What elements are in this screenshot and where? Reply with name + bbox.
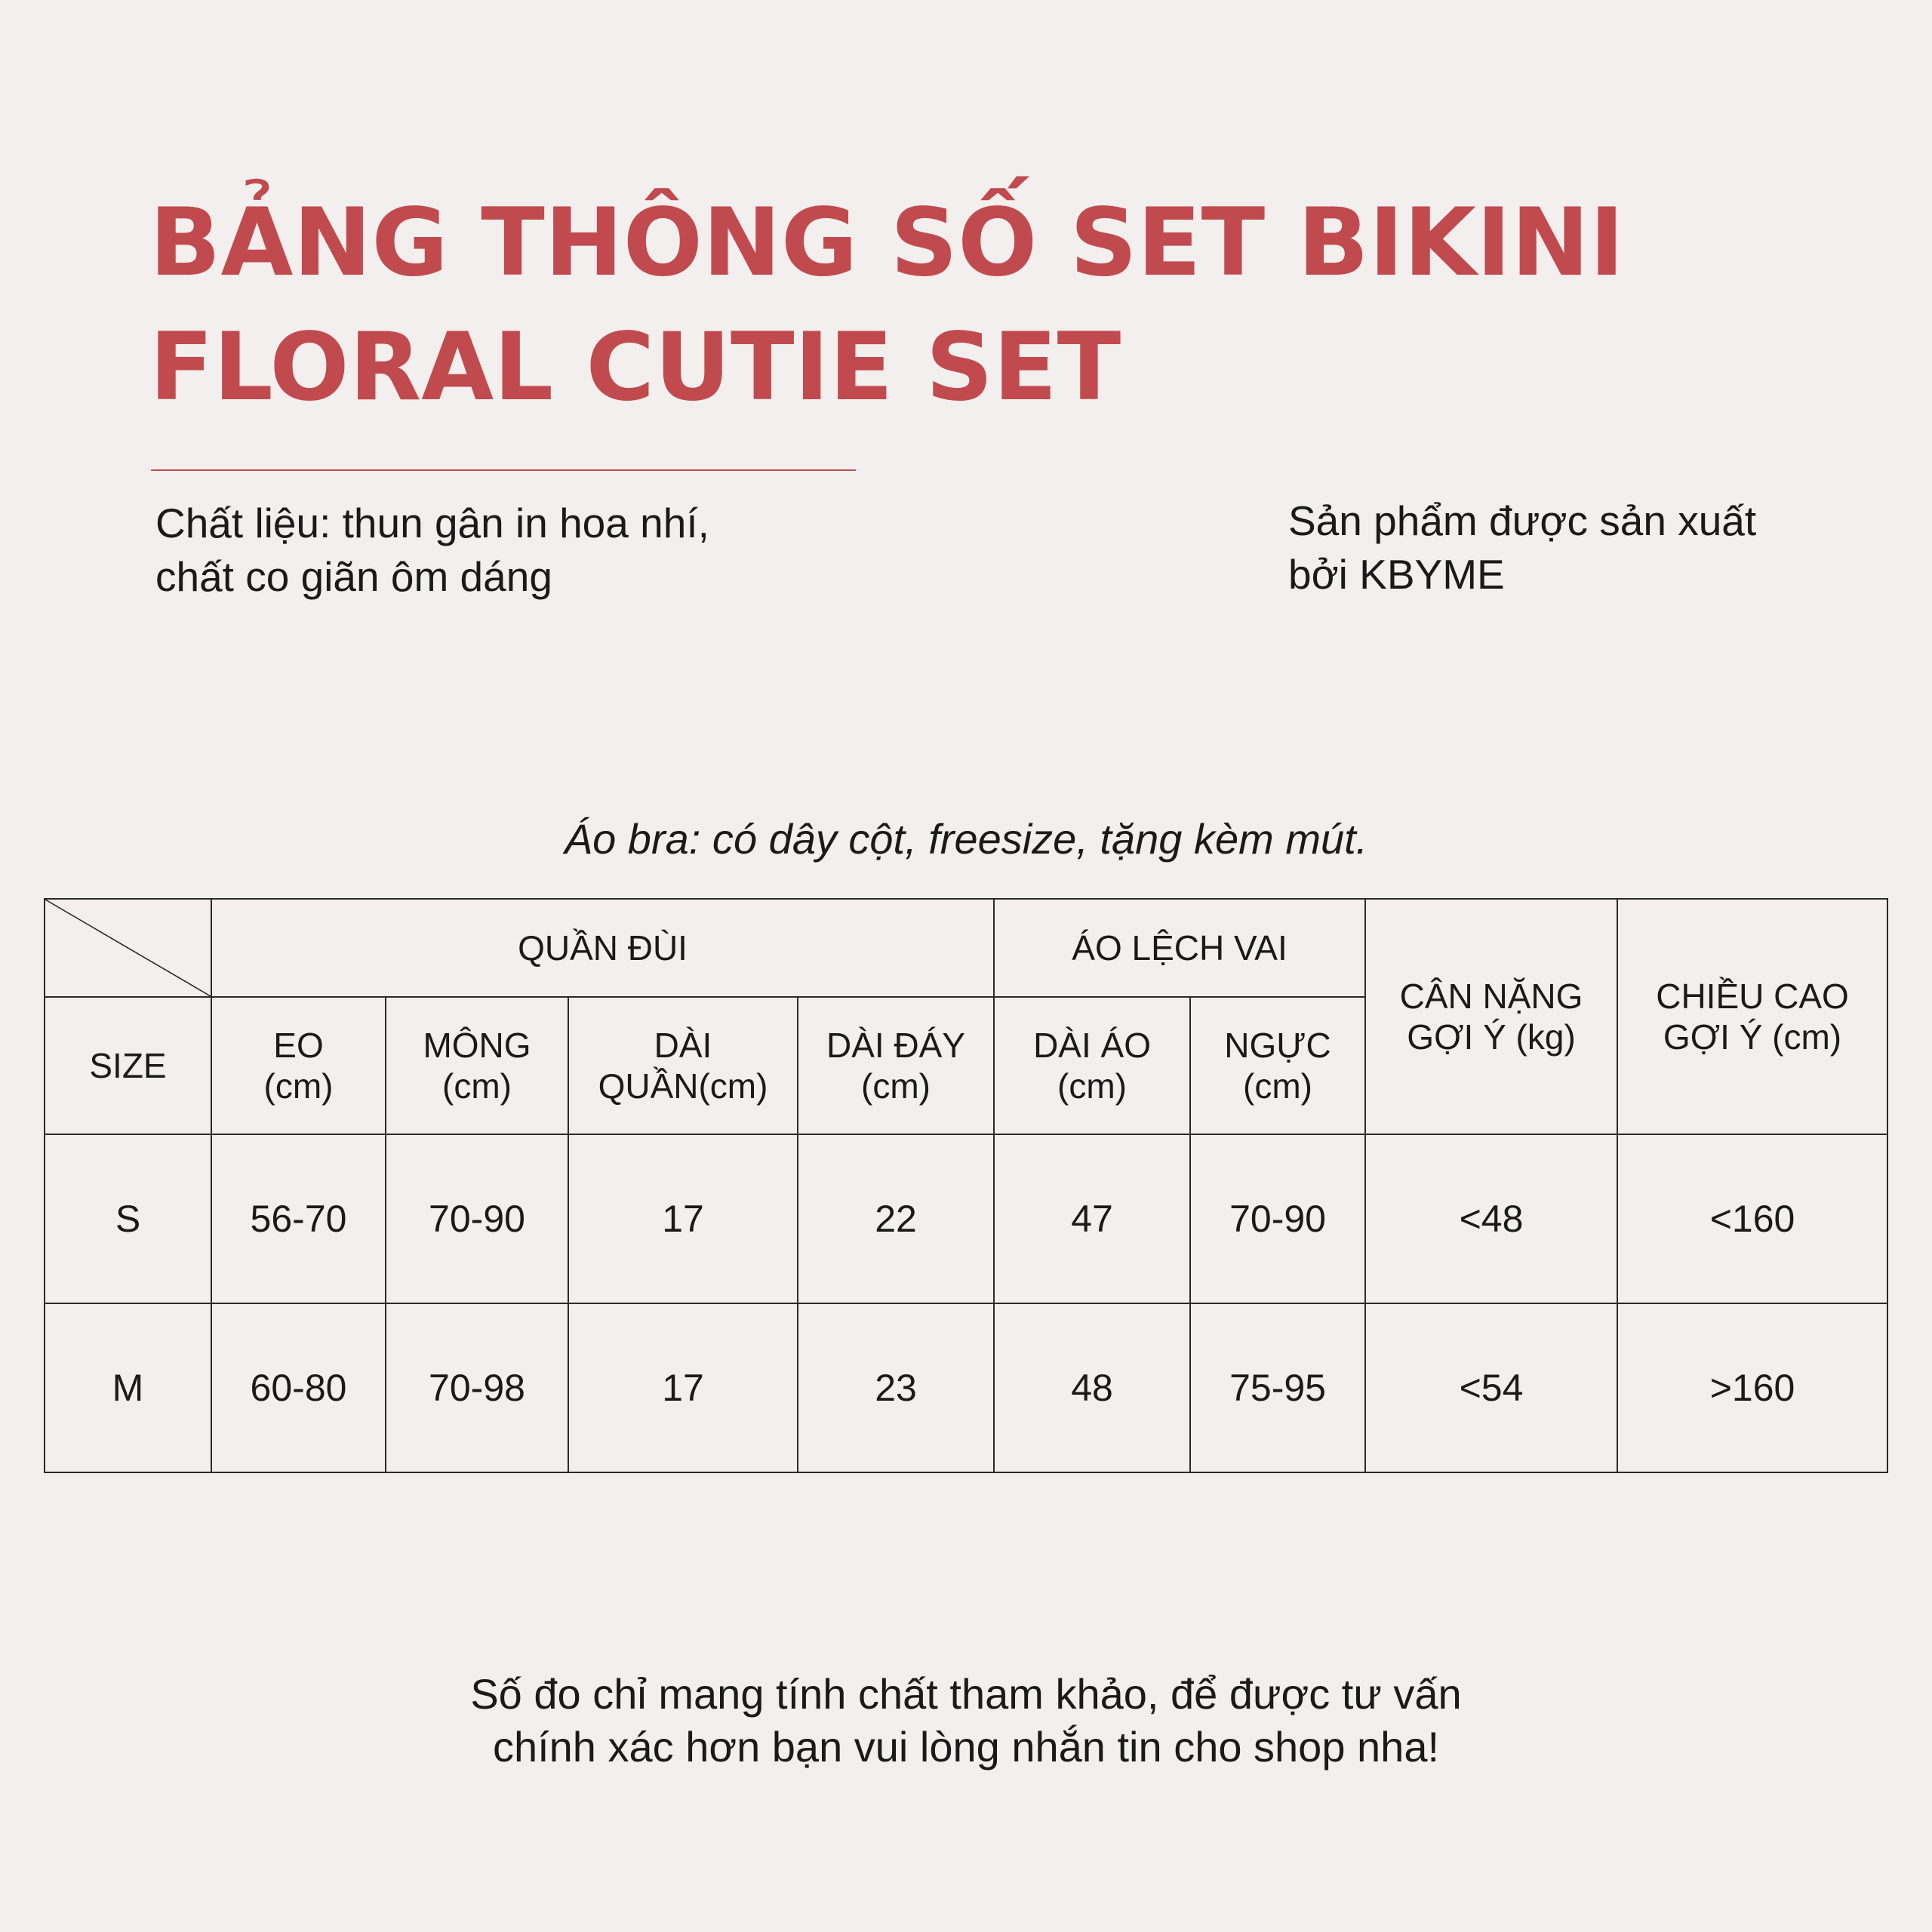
page-title <box>149 181 1624 430</box>
cell-rise-length: 22 <box>798 1134 994 1303</box>
header-shorts-length-line-2: QUẦN(cm) <box>598 1066 768 1106</box>
title-divider <box>151 469 856 471</box>
size-table <box>44 898 1888 1473</box>
header-waist-line-1: EO <box>273 1026 324 1065</box>
header-shorts-length-line-1: DÀI <box>654 1026 712 1065</box>
header-shorts-length <box>568 997 798 1134</box>
cell-weight: <48 <box>1365 1134 1617 1303</box>
cell-shorts-length: 17 <box>568 1134 798 1303</box>
header-weight-line-2: GỢI Ý (kg) <box>1407 1017 1576 1057</box>
cell-hip: 70-90 <box>386 1134 568 1303</box>
header-weight <box>1365 899 1617 1134</box>
header-top-length-line-1: DÀI ÁO <box>1033 1026 1151 1065</box>
cell-height: <160 <box>1617 1134 1887 1303</box>
bra-note: Áo bra: có dây cột, freesize, tặng kèm mút. <box>564 815 1368 863</box>
header-size: SIZE <box>45 997 211 1134</box>
cell-bust: 70-90 <box>1190 1134 1365 1303</box>
header-height <box>1617 899 1887 1134</box>
group-header-shorts: QUẦN ĐÙI <box>211 899 994 997</box>
header-top-length <box>994 997 1190 1134</box>
producer-line-1: Sản phẩm được sản xuất <box>1288 497 1757 544</box>
material-description <box>155 497 709 604</box>
header-rise-length-line-1: DÀI ĐÁY <box>826 1026 966 1065</box>
cell-rise-length: 23 <box>798 1303 994 1472</box>
footer-line-2: chính xác hơn bạn vui lòng nhắn tin cho shop nha! <box>492 1723 1440 1770</box>
cell-hip: 70-98 <box>386 1303 568 1472</box>
cell-weight: <54 <box>1365 1303 1617 1472</box>
table-row <box>45 1303 1887 1472</box>
header-hip <box>386 997 568 1134</box>
header-height-line-1: CHIỀU CAO <box>1656 977 1849 1016</box>
cell-top-length: 48 <box>994 1303 1190 1472</box>
row-size: S <box>45 1134 211 1303</box>
header-height-line-2: GỢI Ý (cm) <box>1663 1017 1842 1057</box>
header-bust-line-2: (cm) <box>1243 1066 1313 1106</box>
cell-waist: 60-80 <box>211 1303 386 1472</box>
footer-line-1: Số đo chỉ mang tính chất tham khảo, để được tư vấn <box>470 1670 1462 1718</box>
cell-top-length: 47 <box>994 1134 1190 1303</box>
cell-shorts-length: 17 <box>568 1303 798 1472</box>
producer-line-2: bởi KBYME <box>1288 551 1505 598</box>
header-waist <box>211 997 386 1134</box>
row-size: M <box>45 1303 211 1472</box>
header-waist-line-2: (cm) <box>263 1066 334 1106</box>
title-line-1: BẢNG THÔNG SỐ SET BIKINI <box>149 189 1625 297</box>
footer-note <box>0 1668 1932 1774</box>
cell-bust: 75-95 <box>1190 1303 1365 1472</box>
table-row <box>45 1134 1887 1303</box>
title-line-2: FLORAL CUTIE SET <box>149 313 1121 422</box>
header-rise-length <box>798 997 994 1134</box>
header-hip-line-1: MÔNG <box>423 1026 531 1065</box>
cell-height: >160 <box>1617 1303 1887 1472</box>
header-top-length-line-2: (cm) <box>1057 1066 1128 1106</box>
material-line-2: chất co giãn ôm dáng <box>155 553 552 600</box>
material-line-1: Chất liệu: thun gân in hoa nhí, <box>155 500 709 546</box>
producer-description <box>1288 494 1756 601</box>
header-rise-length-line-2: (cm) <box>861 1066 931 1106</box>
table-header-row-1 <box>45 899 1887 997</box>
diagonal-line <box>45 900 211 996</box>
cell-waist: 56-70 <box>211 1134 386 1303</box>
header-hip-line-2: (cm) <box>442 1066 512 1106</box>
header-bust <box>1190 997 1365 1134</box>
corner-cell <box>45 899 211 997</box>
group-header-top: ÁO LỆCH VAI <box>994 899 1365 997</box>
header-weight-line-1: CÂN NẶNG <box>1399 977 1583 1016</box>
header-bust-line-1: NGỰC <box>1224 1026 1331 1065</box>
